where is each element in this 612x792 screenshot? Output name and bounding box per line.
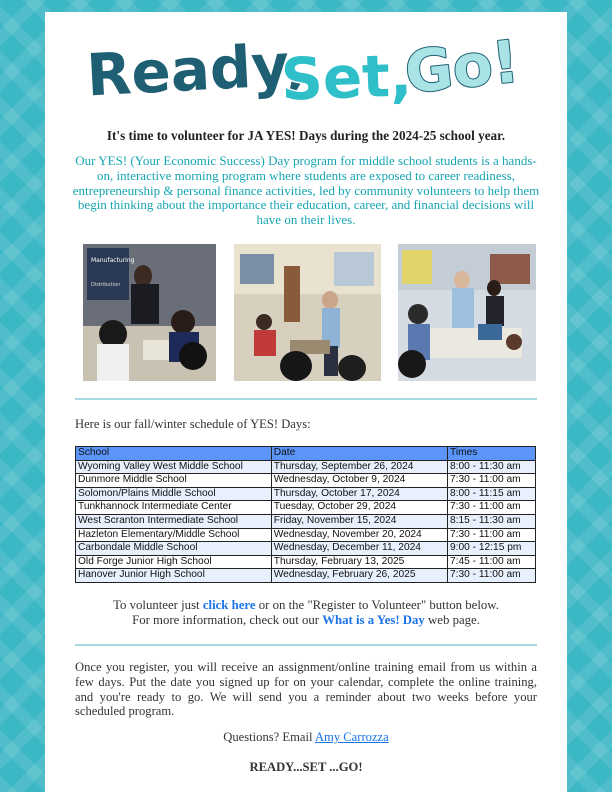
email-card [45,12,567,792]
header-times: Times [448,447,536,461]
cell-date: Thursday, February 13, 2025 [271,555,447,569]
cell-date: Wednesday, November 20, 2024 [271,528,447,542]
cell-date: Wednesday, October 9, 2024 [271,474,447,488]
table-row [76,555,536,569]
table-row [76,501,536,515]
cell-school: Hanover Junior High School [76,569,272,583]
ready-set-go-logo [83,18,523,124]
section-divider [75,398,537,400]
more-info-line [65,613,547,628]
table-row [76,487,536,501]
registration-info: Once you register, you will receive an assignment/online training email from us within a few days. Put the date you signed up for on your calendar, complete the online training, and you're ready to go. We will send you a reminder about two weeks before your scheduled program. [75,660,537,719]
logo-word-go: Go! [401,27,523,107]
volunteer-line [65,598,547,613]
cell-times: 7:30 - 11:00 am [448,474,536,488]
questions-line [65,730,547,745]
table-row [76,569,536,583]
volunteer-text-pre: To volunteer just [113,598,200,612]
cell-times: 7:30 - 11:00 am [448,501,536,515]
table-row [76,528,536,542]
cell-school: Hazleton Elementary/Middle School [76,528,272,542]
info-text-post: web page. [428,613,480,627]
cell-times: 9:00 - 12:15 pm [448,542,536,556]
cell-times: 7:45 - 11:00 am [448,555,536,569]
cell-times: 8:00 - 11:15 am [448,487,536,501]
schedule-intro: Here is our fall/winter schedule of YES! Days: [75,417,311,431]
header-school: School [76,447,272,461]
cell-school: Solomon/Plains Middle School [76,487,272,501]
cell-date: Thursday, September 26, 2024 [271,460,447,474]
cell-school: West Scranton Intermediate School [76,514,272,528]
cell-school: Tunkhannock Intermediate Center [76,501,272,515]
table-row [76,542,536,556]
cell-school: Carbondale Middle School [76,542,272,556]
cell-date: Wednesday, February 26, 2025 [271,569,447,583]
photo-sign-1: Manufacturing [91,257,135,264]
cell-date: Tuesday, October 29, 2024 [271,501,447,515]
cell-times: 7:30 - 11:00 am [448,569,536,583]
section-divider [75,644,537,646]
cell-date: Friday, November 15, 2024 [271,514,447,528]
schedule-table [75,446,536,583]
table-row [76,514,536,528]
classroom-photo-3 [398,244,536,381]
classroom-photo-2 [234,244,381,381]
questions-text: Questions? Email [223,730,313,744]
what-is-yes-day-link[interactable]: What is a Yes! Day [322,613,425,627]
table-row [76,474,536,488]
volunteer-instructions [65,598,547,628]
volunteer-text-post: or on the "Register to Volunteer" button below. [258,598,499,612]
cell-school: Wyoming Valley West Middle School [76,460,272,474]
header-date: Date [271,447,447,461]
table-row [76,460,536,474]
classroom-photo-1 [83,244,216,381]
cell-school: Old Forge Junior High School [76,555,272,569]
email-contact-link[interactable]: Amy Carrozza [314,730,389,744]
cell-times: 7:30 - 11:00 am [448,528,536,542]
cell-times: 8:00 - 11:30 am [448,460,536,474]
cell-school: Dunmore Middle School [76,474,272,488]
schedule-header-row [76,447,536,461]
click-here-link[interactable]: click here [202,598,256,612]
info-text-pre: For more information, check out our [132,613,320,627]
headline: It's time to volunteer for JA YES! Days during the 2024-25 school year. [106,128,506,143]
cell-times: 8:15 - 11:30 am [448,514,536,528]
cell-date: Wednesday, December 11, 2024 [271,542,447,556]
closing-tagline: READY...SET ...GO! [249,760,363,774]
photo-sign-2: Distribution [91,282,121,288]
cell-date: Thursday, October 17, 2024 [271,487,447,501]
logo-word-ready: Ready, [84,30,309,110]
program-intro: Our YES! (Your Economic Success) Day program for middle school students is a hands-on, interactive morning program where students are exposed to career readiness, entrepreneurship & personal finance activities, led by community volunteers to help them begin thinking about the importance their education, career, and financial decisions will have on their lives. [72,153,540,228]
logo-word-set: Set, [279,41,414,114]
